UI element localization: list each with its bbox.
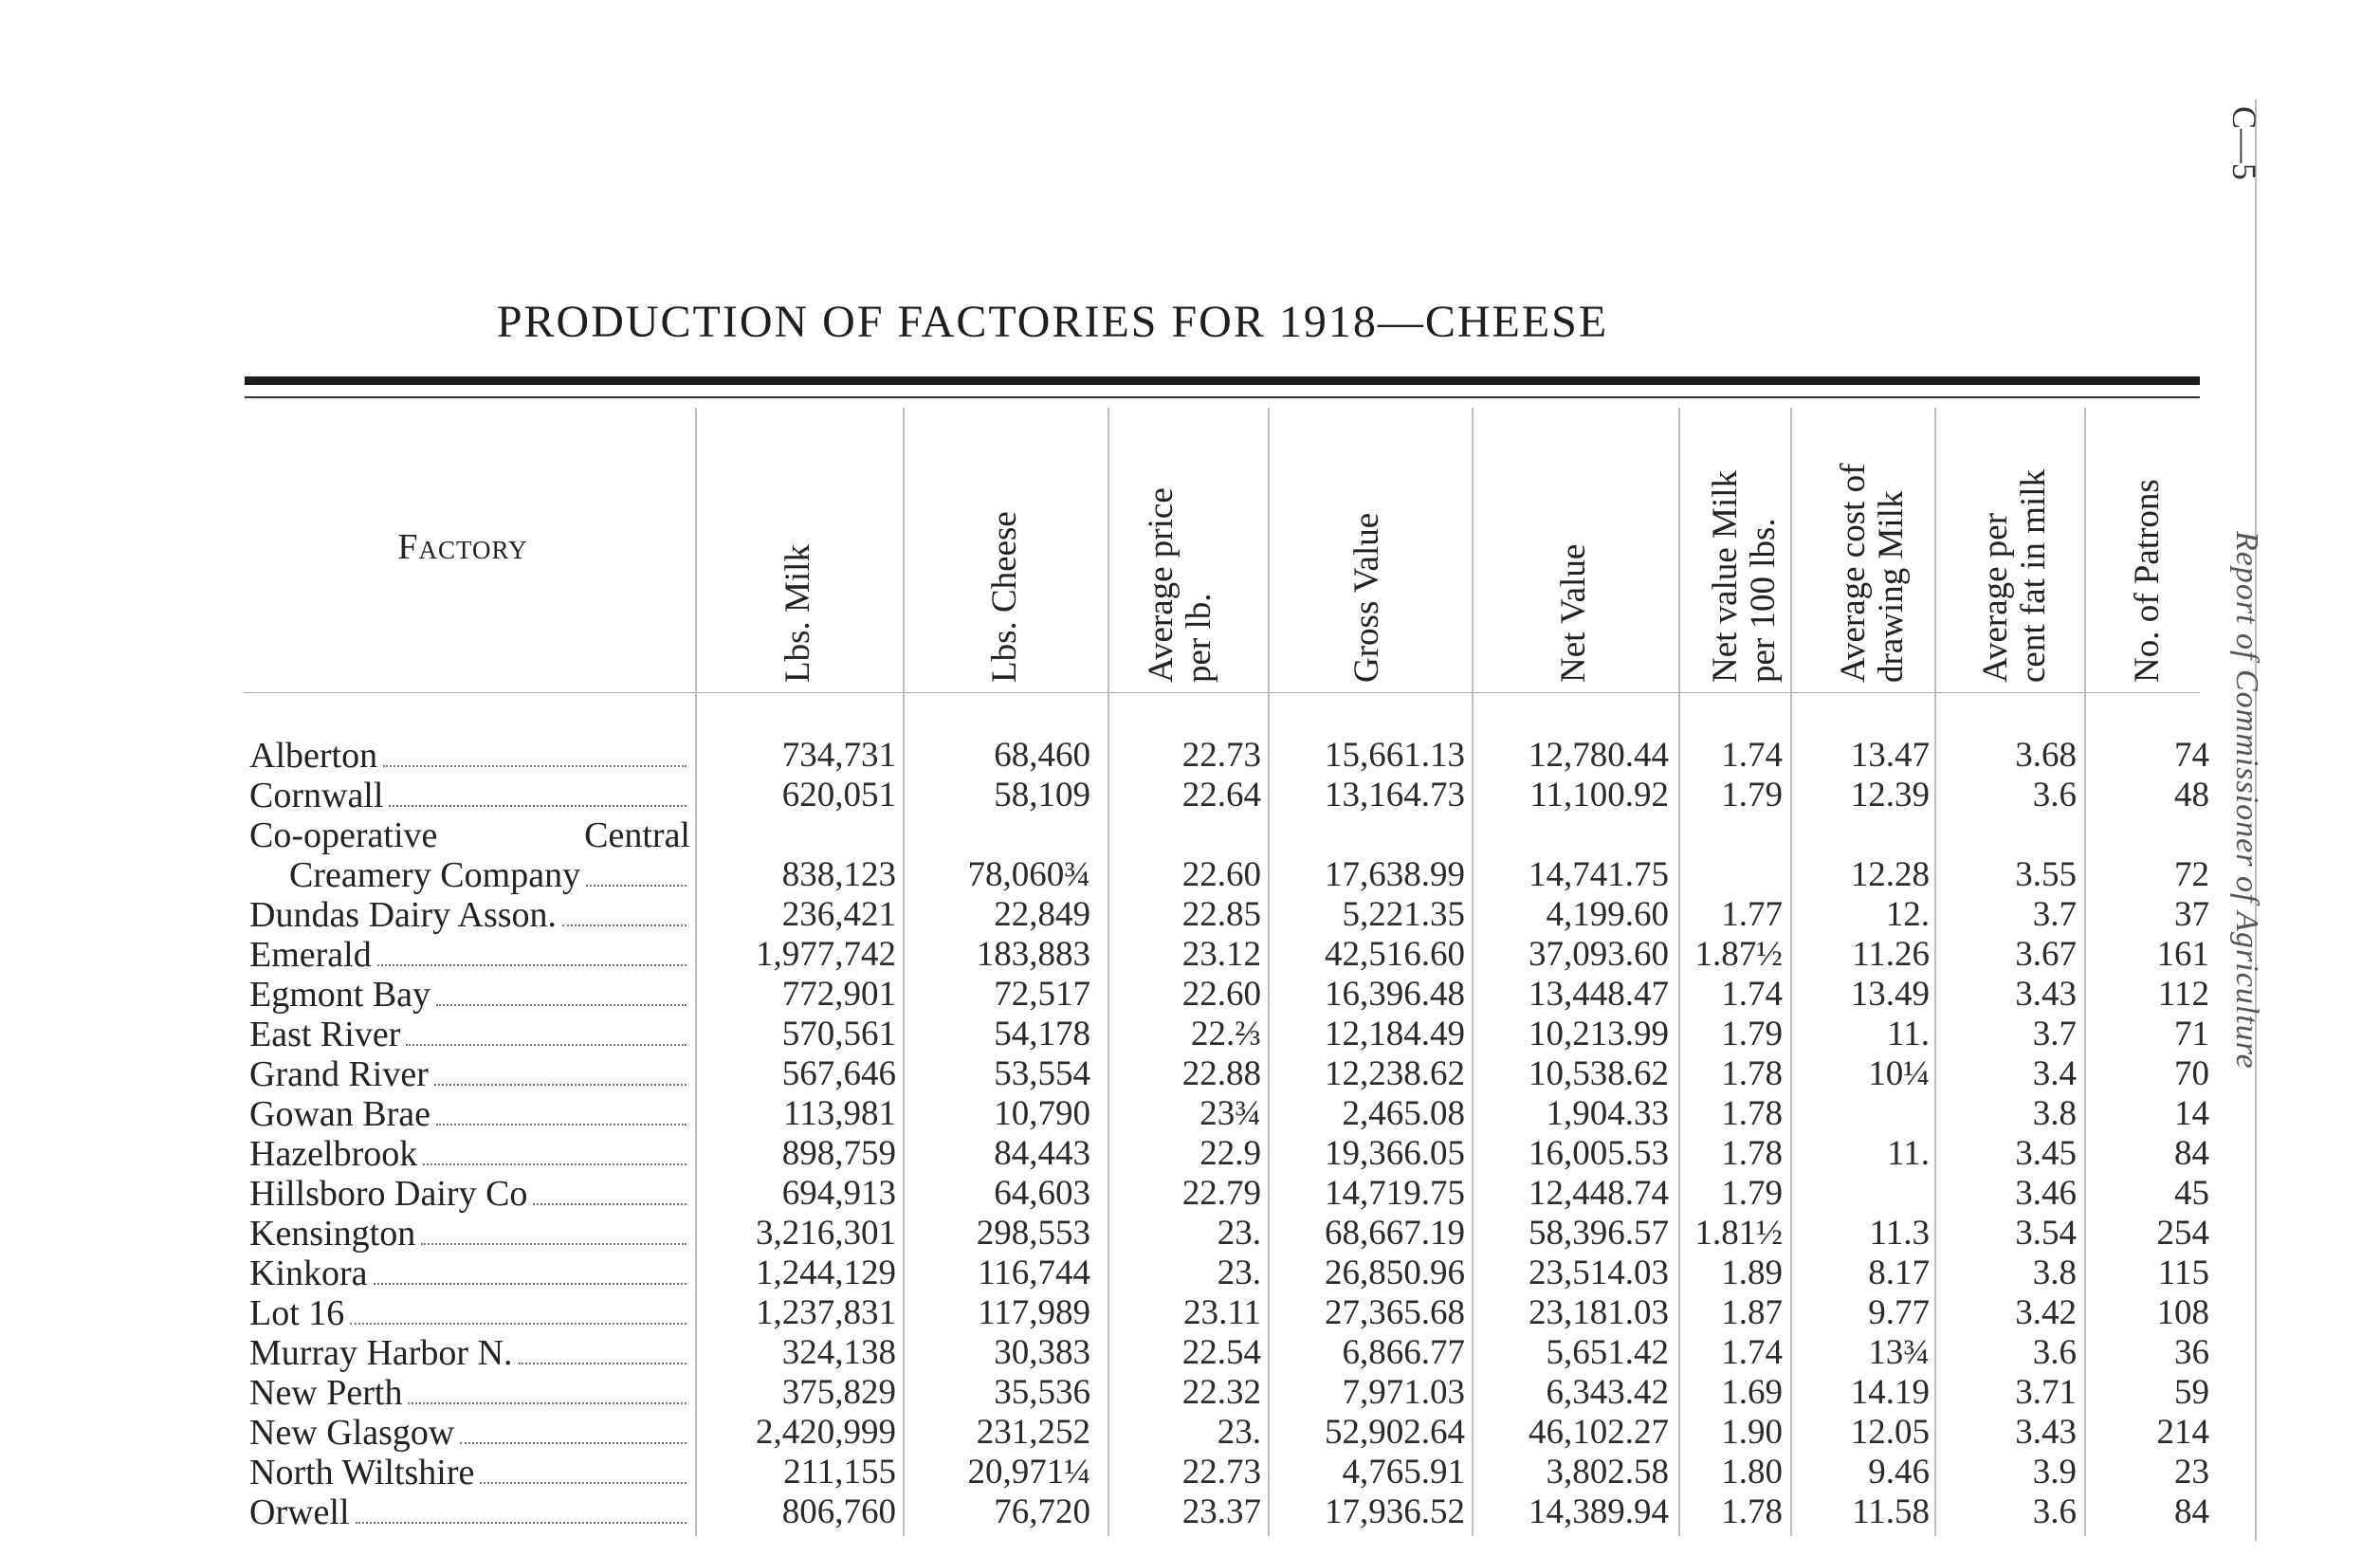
table-row	[0, 1453, 2380, 1492]
column-header-avg-price: Average price per lb.	[1142, 487, 1218, 683]
running-header: Report of Commissioner of Agriculture	[2229, 531, 2264, 1070]
factory-name: Orwell	[249, 1492, 690, 1532]
lbs-cheese-cell: 35,536	[994, 1373, 1090, 1412]
avg-cost-cell: 12.	[1885, 895, 1930, 934]
lbs-milk-cell: 734,731	[781, 736, 896, 775]
avg-fat-cell: 3.9	[2032, 1453, 2077, 1492]
avg-cost-cell: 9.46	[1868, 1453, 1930, 1492]
gross-value-cell: 68,667.19	[1325, 1214, 1465, 1253]
column-header-patrons: No. of Patrons	[2128, 479, 2167, 683]
net-value-cell: 10,213.99	[1529, 1015, 1669, 1053]
avg-price-cell: 23¾	[1199, 1094, 1261, 1133]
gross-value-cell: 5,221.35	[1342, 895, 1465, 934]
gross-value-cell: 16,396.48	[1325, 975, 1465, 1014]
lbs-milk-cell: 324,138	[781, 1333, 896, 1372]
gross-value-cell: 52,902.64	[1325, 1413, 1465, 1452]
lbs-cheese-cell: 117,989	[978, 1293, 1090, 1332]
lbs-milk-cell: 113,981	[783, 1094, 896, 1133]
patrons-cell: 112	[2157, 975, 2209, 1014]
net-value-milk-cell: 1.78	[1721, 1492, 1783, 1531]
gross-value-cell: 7,971.03	[1342, 1373, 1465, 1412]
lbs-milk-cell: 806,760	[781, 1492, 896, 1531]
avg-price-cell: 23.	[1217, 1413, 1261, 1452]
avg-cost-cell: 12.28	[1850, 855, 1930, 894]
avg-fat-cell: 3.4	[2032, 1054, 2077, 1093]
column-header-avg-fat: Average per cent fat in milk	[1976, 468, 2053, 683]
avg-fat-cell: 3.55	[2015, 855, 2077, 894]
factory-name: New Glasgow	[249, 1413, 690, 1453]
factory-name: Lot 16	[249, 1293, 690, 1333]
lbs-cheese-cell: 116,744	[978, 1254, 1090, 1292]
page-title: PRODUCTION OF FACTORIES FOR 1918—CHEESE	[496, 297, 1609, 347]
lbs-milk-cell: 694,913	[781, 1174, 896, 1213]
factory-name: Emerald	[249, 935, 690, 975]
lbs-milk-cell: 1,244,129	[756, 1254, 896, 1292]
lbs-milk-cell: 898,759	[781, 1134, 896, 1173]
avg-fat-cell: 3.43	[2015, 1413, 2077, 1452]
gross-value-cell: 13,164.73	[1325, 776, 1465, 815]
factory-name: North Wiltshire	[249, 1453, 690, 1492]
gross-value-cell: 12,238.62	[1325, 1054, 1465, 1093]
table-row	[0, 1293, 2380, 1333]
avg-fat-cell: 3.7	[2032, 1015, 2077, 1053]
patrons-cell: 84	[2174, 1492, 2209, 1531]
table-row	[0, 1094, 2380, 1134]
page-number: C—5	[2225, 106, 2263, 181]
avg-price-cell: 23.	[1217, 1254, 1261, 1292]
patrons-cell: 14	[2174, 1094, 2209, 1133]
title-rule-thin	[245, 396, 2200, 398]
net-value-milk-cell: 1.90	[1721, 1413, 1783, 1452]
avg-fat-cell: 3.71	[2015, 1373, 2077, 1412]
net-value-milk-cell: 1.79	[1721, 776, 1783, 815]
lbs-milk-cell: 838,123	[781, 855, 896, 894]
table-row	[0, 1492, 2380, 1532]
table-row	[0, 935, 2380, 975]
avg-fat-cell: 3.7	[2032, 895, 2077, 934]
avg-price-cell: 22.9	[1199, 1134, 1261, 1173]
table-row	[0, 1373, 2380, 1413]
net-value-milk-cell: 1.79	[1721, 1174, 1783, 1213]
factory-name: Grand River	[249, 1054, 690, 1094]
avg-cost-cell: 10¼	[1868, 1054, 1930, 1093]
net-value-cell: 4,199.60	[1546, 895, 1669, 934]
avg-price-cell: 22.64	[1181, 776, 1261, 815]
net-value-milk-cell: 1.77	[1721, 895, 1783, 934]
net-value-milk-cell: 1.79	[1721, 1015, 1783, 1053]
net-value-cell: 1,904.33	[1546, 1094, 1669, 1133]
table-row	[0, 1413, 2380, 1453]
gross-value-cell: 2,465.08	[1342, 1094, 1465, 1133]
net-value-cell: 10,538.62	[1529, 1054, 1669, 1093]
avg-fat-cell: 3.8	[2032, 1254, 2077, 1292]
lbs-cheese-cell: 183,883	[976, 935, 1090, 974]
gross-value-cell: 15,661.13	[1325, 736, 1465, 775]
gross-value-cell: 17,638.99	[1325, 855, 1465, 894]
net-value-cell: 16,005.53	[1529, 1134, 1669, 1173]
avg-cost-cell: 11.	[1887, 1015, 1930, 1053]
net-value-milk-cell: 1.74	[1721, 736, 1783, 775]
avg-cost-cell: 12.05	[1850, 1413, 1930, 1452]
patrons-cell: 84	[2174, 1134, 2209, 1173]
net-value-cell: 5,651.42	[1546, 1333, 1669, 1372]
net-value-milk-cell: 1.69	[1721, 1373, 1783, 1412]
net-value-cell: 12,780.44	[1529, 736, 1669, 775]
net-value-cell: 14,389.94	[1529, 1492, 1669, 1531]
lbs-cheese-cell: 298,553	[976, 1214, 1090, 1253]
lbs-cheese-cell: 64,603	[994, 1174, 1090, 1213]
lbs-milk-cell: 236,421	[781, 895, 896, 934]
column-header-lbs-cheese: Lbs. Cheese	[985, 511, 1024, 683]
net-value-cell: 23,181.03	[1529, 1293, 1669, 1332]
avg-cost-cell: 8.17	[1868, 1254, 1930, 1292]
lbs-cheese-cell: 78,060¾	[967, 855, 1090, 894]
patrons-cell: 72	[2174, 855, 2209, 894]
avg-price-cell: 22.32	[1181, 1373, 1261, 1412]
patrons-cell: 70	[2174, 1054, 2209, 1093]
net-value-cell: 3,802.58	[1546, 1453, 1669, 1492]
lbs-cheese-cell: 20,971¼	[967, 1453, 1090, 1492]
net-value-milk-cell: 1.74	[1721, 975, 1783, 1014]
lbs-milk-cell: 772,901	[781, 975, 896, 1014]
avg-price-cell: 23.	[1217, 1214, 1261, 1253]
header-rule	[245, 692, 2200, 693]
lbs-cheese-cell: 22,849	[994, 895, 1090, 934]
net-value-cell: 12,448.74	[1529, 1174, 1669, 1213]
lbs-cheese-cell: 72,517	[994, 975, 1090, 1014]
net-value-milk-cell: 1.80	[1721, 1453, 1783, 1492]
lbs-cheese-cell: 231,252	[976, 1413, 1090, 1452]
factory-name: East River	[249, 1015, 690, 1054]
avg-fat-cell: 3.67	[2015, 935, 2077, 974]
gross-value-cell: 27,365.68	[1325, 1293, 1465, 1332]
column-header-avg-cost: Average cost of drawing Milk	[1834, 463, 1911, 683]
net-value-milk-cell: 1.74	[1721, 1333, 1783, 1372]
net-value-cell: 14,741.75	[1529, 855, 1669, 894]
avg-price-cell: 23.37	[1181, 1492, 1261, 1531]
avg-price-cell: 22.60	[1181, 975, 1261, 1014]
factory-name: Murray Harbor N.	[249, 1333, 690, 1373]
avg-fat-cell: 3.54	[2015, 1214, 2077, 1253]
net-value-cell: 23,514.03	[1529, 1254, 1669, 1292]
table-row	[0, 1054, 2380, 1094]
net-value-milk-cell: 1.81½	[1694, 1214, 1783, 1253]
table-row	[0, 1015, 2380, 1054]
net-value-cell: 11,100.92	[1529, 776, 1669, 815]
lbs-milk-cell: 375,829	[781, 1373, 896, 1412]
patrons-cell: 59	[2174, 1373, 2209, 1412]
avg-fat-cell: 3.42	[2015, 1293, 2077, 1332]
gross-value-cell: 26,850.96	[1325, 1254, 1465, 1292]
table-row	[0, 1174, 2380, 1214]
net-value-cell: 13,448.47	[1529, 975, 1669, 1014]
net-value-milk-cell: 1.87½	[1694, 935, 1783, 974]
avg-fat-cell: 3.46	[2015, 1174, 2077, 1213]
avg-cost-cell: 11.	[1887, 1134, 1930, 1173]
net-value-milk-cell: 1.89	[1721, 1254, 1783, 1292]
table-row	[0, 1214, 2380, 1254]
avg-cost-cell: 11.3	[1869, 1214, 1930, 1253]
avg-price-cell: 23.12	[1181, 935, 1261, 974]
table-row	[0, 975, 2380, 1015]
patrons-cell: 115	[2157, 1254, 2209, 1292]
lbs-cheese-cell: 53,554	[994, 1054, 1090, 1093]
lbs-cheese-cell: 54,178	[994, 1015, 1090, 1053]
column-header-net-value: Net Value	[1554, 543, 1593, 683]
avg-cost-cell: 13.47	[1850, 736, 1930, 775]
avg-cost-cell: 13.49	[1850, 975, 1930, 1014]
avg-fat-cell: 3.45	[2015, 1134, 2077, 1173]
lbs-cheese-cell: 76,720	[994, 1492, 1090, 1531]
factory-name: Alberton	[249, 736, 690, 776]
lbs-cheese-cell: 10,790	[994, 1094, 1090, 1133]
avg-price-cell: 22.60	[1181, 855, 1261, 894]
avg-price-cell: 22.73	[1181, 1453, 1261, 1492]
lbs-milk-cell: 620,051	[781, 776, 896, 815]
avg-cost-cell: 11.58	[1852, 1492, 1930, 1531]
table-row	[0, 855, 2380, 895]
patrons-cell: 108	[2156, 1293, 2209, 1332]
avg-price-cell: 22.79	[1181, 1174, 1261, 1213]
table-row	[0, 1333, 2380, 1373]
patrons-cell: 37	[2174, 895, 2209, 934]
table-row	[0, 776, 2380, 815]
column-header-lbs-milk: Lbs. Milk	[778, 544, 817, 683]
avg-price-cell: 22.85	[1181, 895, 1261, 934]
factory-name: Gowan Brae	[249, 1094, 690, 1134]
avg-fat-cell: 3.68	[2015, 736, 2077, 775]
gross-value-cell: 42,516.60	[1325, 935, 1465, 974]
factory-name: Kinkora	[249, 1254, 690, 1293]
avg-price-cell: 22.54	[1181, 1333, 1261, 1372]
net-value-cell: 6,343.42	[1546, 1373, 1669, 1412]
lbs-cheese-cell: 84,443	[994, 1134, 1090, 1173]
gross-value-cell: 17,936.52	[1325, 1492, 1465, 1531]
table-row	[0, 1254, 2380, 1293]
avg-price-cell: 22.88	[1181, 1054, 1261, 1093]
lbs-milk-cell: 211,155	[783, 1453, 896, 1492]
avg-cost-cell: 14.19	[1850, 1373, 1930, 1412]
factory-name: Hillsboro Dairy Co	[249, 1174, 690, 1214]
lbs-milk-cell: 567,646	[781, 1054, 896, 1093]
net-value-cell: 46,102.27	[1529, 1413, 1669, 1452]
net-value-milk-cell: 1.87	[1721, 1293, 1783, 1332]
patrons-cell: 161	[2156, 935, 2209, 974]
factory-name: Dundas Dairy Asson.	[249, 895, 690, 935]
gross-value-cell: 4,765.91	[1342, 1453, 1465, 1492]
net-value-milk-cell: 1.78	[1721, 1094, 1783, 1133]
avg-price-cell: 22.73	[1181, 736, 1261, 775]
avg-cost-cell: 11.26	[1852, 935, 1930, 974]
column-header-net-value-milk: Net value Milk per 100 lbs.	[1706, 469, 1783, 683]
factory-name: Egmont Bay	[249, 975, 690, 1015]
patrons-cell: 45	[2174, 1174, 2209, 1213]
lbs-milk-cell: 2,420,999	[756, 1413, 896, 1452]
gross-value-cell: 19,366.05	[1325, 1134, 1465, 1173]
title-rule-thick	[245, 376, 2200, 385]
net-value-milk-cell: 1.78	[1721, 1134, 1783, 1173]
factory-name-line1: Co-operative Central	[249, 815, 690, 855]
avg-cost-cell: 9.77	[1868, 1293, 1930, 1332]
table-row-coop-line1	[0, 815, 2380, 855]
table-row	[0, 895, 2380, 935]
patrons-cell: 74	[2174, 736, 2209, 775]
factory-name: New Perth	[249, 1373, 690, 1413]
column-header-gross-value: Gross Value	[1347, 512, 1386, 683]
avg-fat-cell: 3.6	[2032, 1492, 2077, 1531]
avg-fat-cell: 3.6	[2032, 776, 2077, 815]
lbs-cheese-cell: 68,460	[994, 736, 1090, 775]
net-value-cell: 37,093.60	[1529, 935, 1669, 974]
avg-fat-cell: 3.43	[2015, 975, 2077, 1014]
avg-price-cell: 22.⅔	[1191, 1015, 1261, 1053]
avg-fat-cell: 3.6	[2032, 1333, 2077, 1372]
patrons-cell: 71	[2174, 1015, 2209, 1053]
patrons-cell: 214	[2156, 1413, 2209, 1452]
lbs-milk-cell: 1,977,742	[756, 935, 896, 974]
factory-name: Creamery Company	[249, 855, 690, 895]
net-value-cell: 58,396.57	[1529, 1214, 1669, 1253]
column-header-factory: Factory	[397, 527, 528, 567]
table-row	[0, 1134, 2380, 1174]
patrons-cell: 48	[2174, 776, 2209, 815]
lbs-milk-cell: 570,561	[781, 1015, 896, 1053]
avg-cost-cell: 13¾	[1868, 1333, 1930, 1372]
factory-name: Hazelbrook	[249, 1134, 690, 1174]
factory-name: Kensington	[249, 1214, 690, 1254]
gross-value-cell: 12,184.49	[1325, 1015, 1465, 1053]
patrons-cell: 254	[2156, 1214, 2209, 1253]
avg-cost-cell: 12.39	[1850, 776, 1930, 815]
lbs-milk-cell: 3,216,301	[756, 1214, 896, 1253]
lbs-milk-cell: 1,237,831	[756, 1293, 896, 1332]
avg-price-cell: 23.11	[1183, 1293, 1261, 1332]
avg-fat-cell: 3.8	[2032, 1094, 2077, 1133]
patrons-cell: 36	[2174, 1333, 2209, 1372]
lbs-cheese-cell: 30,383	[994, 1333, 1090, 1372]
table-row	[0, 736, 2380, 776]
lbs-cheese-cell: 58,109	[994, 776, 1090, 815]
gross-value-cell: 14,719.75	[1325, 1174, 1465, 1213]
gross-value-cell: 6,866.77	[1342, 1333, 1465, 1372]
factory-name: Cornwall	[249, 776, 690, 815]
patrons-cell: 23	[2174, 1453, 2209, 1492]
net-value-milk-cell: 1.78	[1721, 1054, 1783, 1093]
